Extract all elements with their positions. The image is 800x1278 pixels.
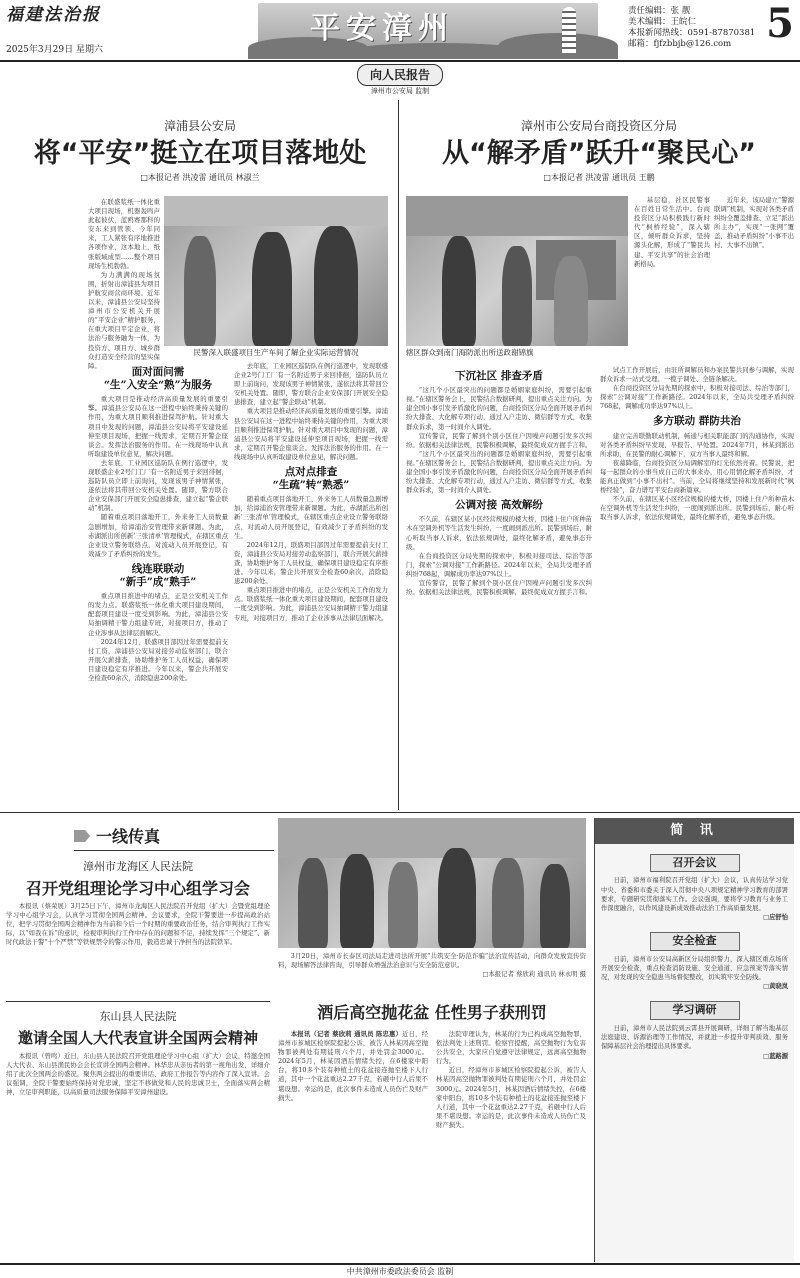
- paragraph: 重大项目是推动经济高质量发展的重要引擎。漳浦县公安局在这一进程中始终秉持关键的作用，为重大项目顺利推进保驾护航。针对重大项目中发现的问题，漳浦县公安局将平安建设延伸至项目现场，把握一线需求，定期召开警企座谈会。发挥法治服务的作用。在一线现场中认真听取建设单位意见，解决问题。: [88, 395, 228, 458]
- paragraph: 去年底，工业园区巡防队在例行巡逻中，发现联盛企业2号门工厂有一名附近男子来回徘徊，巡防队员立即上前询问，发现该男子神情紧张，遂依法将其带回公安机关处置。随即，警方联合企业安保部门开展安全隐患排查，建立起“警企联动”机制。: [234, 362, 388, 407]
- brief-item-title: 召开会议: [650, 854, 740, 873]
- news-headline: 召开党组理论学习中心组学习会: [25, 878, 250, 898]
- drunk-headline: 酒后高空抛花盆 任性男子获刑罚: [317, 1003, 547, 1022]
- section-label: 一线传真: [96, 827, 161, 846]
- brief-author: □黄晓岚: [763, 983, 788, 991]
- drunk-col-2: [436, 1030, 586, 1260]
- subheading: 多方联动 群防共治: [653, 415, 741, 428]
- editor-info: [628, 6, 755, 50]
- event-photo: [278, 818, 586, 948]
- brief-item-title: 安全检查: [650, 932, 740, 951]
- brief-item: [595, 1001, 794, 1060]
- brief-item-title: 学习调研: [650, 1001, 740, 1020]
- paragraph: 本报讯（蔡荣展）3月25日下午，漳州市龙海区人民法院召开党组（扩大）会暨党组理论学习中心组学习会，认真学习贯彻全国两会精神。会议要求，全院干警要进一步提高政治站位，把学习贯彻全国两会精神作为当前和今后一个时期的重要政治任务，结合审判执行工作实际，以“如我在诉”的意识，检视审判执行工作中存在的问题和不足，持续发挥“三个规定”、新时代政法干警“十个严禁”等铁规禁令的警示作用，毅造忠诚干净担当的法院铁军。: [6, 902, 270, 947]
- paragraph: 建立完善联勤联动机制，畅通与相关职能部门的沟通协作，实现对各类矛盾纠纷早发现、早报告、早处置。2024年7月，林某到派出所求助，在民警的耐心调解下，双方当事人最终和解。: [600, 431, 794, 458]
- court-name: 漳州市龙海区人民法院: [83, 860, 193, 873]
- left-byline: □本报记者 洪凌雷 通讯员 林淑兰: [140, 173, 260, 183]
- banner-title: 平安漳州: [310, 11, 454, 46]
- paragraph: 在联盛浆纸一体化重大项目现场，机器轰鸣声此起彼伏，蓝鸥赛那科的安东来到管领、今年同来，工人紧张有序地推进各项作业，这本地上，纸张版域成型……整个项目现场生机勃勃。: [88, 198, 160, 270]
- paragraph: 宣传警营，民警了解到个别小区住户因噪声问题引发多次纠纷。依据相关法律法规，民警积极调解，最终促成双方握手言和。: [406, 579, 592, 597]
- right-kicker: 漳州市公安局台商投资区分局: [520, 119, 677, 133]
- section-underline: [74, 850, 274, 851]
- paragraph: 夜幕降临，台商投资区分局调解室的灯光依然亮着。民警说，把每一起群众的小事当成自己的大事来办，用心用情化解矛盾纠纷，才能真正做到“小事不出村”。当前，全局将继续坚持和发展新时代“枫桥经验”，奋力谱写平安台商新篇章。: [600, 458, 794, 495]
- paragraph: 重大项目是推动经济高质量发展的重要引擎。漳浦县公安局在这一进程中始终秉持关键的作用，为重大项目顺利推进保驾护航。针对重大项目中发现的问题，漳浦县公安局将平安建设延伸至项目现场，把握一线需求，定期召开警企座谈会。发挥法治服务的作用。在一线现场中认真听取建设单位意见，解决问题。: [234, 407, 388, 461]
- page-number: 5: [766, 0, 794, 47]
- photo-credit: □本报记者 蔡欣莉 通讯员 林永明 摄: [482, 970, 586, 979]
- paragraph: 本报讯（曾鸣）近日，东山县人民法院召开党组理论学习中心组（扩大）会议，特邀全国人大代表、东山县渔民协会会长宣讲全国两会精神。林华忠从亲历者的第一视角出发，详细介绍了此次全国两会的盛况，聚焦两会提出的重要讲话、政府工作报告等内容作了深入宣讲。会议强调，全院干警要始终保持对党忠诚，坚定不移做党和人民的忠诚卫士，全面落实两会精神，立足审判职能，以高质量司法服务保障平安漳州建设。: [6, 1052, 270, 1097]
- right-photo-caption: 辖区群众到南门海防派出所送政谢锦旗: [406, 348, 534, 357]
- paragraph: 近年来，该局建立“警源联调”机制，实现对各类矛盾纠纷全覆盖排查、立足“派出所主办”，实现“一张网”覆盖，推动矛盾纠纷“小事不出村、大事不出镇”。: [714, 196, 794, 250]
- hotline: 本报新闻热线：0591-87870381: [628, 28, 756, 39]
- yixian-news-1: [6, 860, 270, 899]
- byline: 本报讯（记者 蔡欣莉 通讯员 陈忠惠）: [290, 1030, 403, 1038]
- brief-author: □应舒怡: [763, 913, 788, 921]
- paragraph: 宣传警营，民警了解到个别小区住户因噪声问题引发多次纠纷。依据相关法律法规，民警积极调解，最终促成双方握手言和。: [406, 431, 592, 449]
- report-seal: [312, 64, 488, 94]
- paragraph: “这几个小区最突出的问题都是婚姻家庭纠纷，需要引起重视。”在辖区警务会上，民警结合数据研判，提出重点关注方向。为建全国小事引发矛盾激化的问题，台商投资区分局全面开展矛盾纠纷大排查、大化解专项行动，通过入户走访、微信群等方式，收集群众诉求，第一时间介入调处。: [406, 386, 592, 431]
- right-headline: 从“解矛盾”跃升“聚民心”: [442, 138, 756, 170]
- left-headline: 将“平安”挺立在项目落地处: [33, 138, 367, 170]
- yixian-body-1: [6, 902, 270, 998]
- right-lead-column-2: [714, 196, 794, 356]
- paragraph: 为力满满的现场氛围，折射出漳浦县为项目护航安商营商环境。近年以来，漳浦县公安局坚持漳州市公安机关开展的“平安企业”精护服务，在重大项目平定企业，将法治与服务融为一体，为投资方、项目方、城乡群众打造安全经营的坚实保障。: [88, 270, 160, 370]
- paragraph: 不久前，在辖区某小区经营规模的楼大桥，因楼上住户所种苗木在空调外机等生活发生纠纷，一度闹到派出所。民警到场后，耐心听取当事人诉求，依法依规调处，最终化解矛盾，避免事态升级。: [406, 515, 592, 551]
- left-col-1: [88, 362, 228, 808]
- arrow-icon: [74, 830, 90, 842]
- paragraph: 随着重点项目落地开工，外来务工人员数量急剧增加，给漳浦治安管理带来新课题。为此，赤湖派出所创新‘三张清单’管理模式，在辖区重点企业设立警务联络点，对流动人员开展登记，有效减少了矛盾纠纷的发生。: [234, 495, 388, 540]
- right-story-header: [404, 118, 794, 184]
- paragraph: 日前，漳州市福利院召开党组（扩大）会议，认真传达学习党中央、省委和市委关于深入贯彻中央八项规定精神学习教育的部署要求，专题研究贯彻落实工作。会议强调，要将学习教育与业务工作深度融合，以作风建设新成效推动法治工作高质量发展。: [601, 877, 788, 912]
- paragraph: 不久前，在辖区某小区经营规模的楼大桥，因楼上住户所种苗木在空调外机等生活发生纠纷，一度闹到派出所。民警到场后，耐心听取当事人诉求，依法依规调处，最终化解矛盾，避免事态升级。: [600, 495, 794, 522]
- editor-line: 责任编辑：张 靓: [628, 6, 691, 16]
- paragraph: 近日，经漳州市芗城区检察院提起公诉，被告人林某因高空抛物罪被判处有期徒刑六个月，并处罚金3000元。2024年5月，林某因酒后情绪失控，在6楼家中阳台，将10多个装有种植土的花盆接连抛至楼下人行道，其中一个花盆重达2.27千克，若砸中行人后果不堪设想。幸运的是，此次事件未造成人员伤亡及财产损失。: [278, 1030, 428, 1102]
- email: 邮箱：fjfzbbjb@126.com: [628, 39, 732, 50]
- left-photo: [164, 196, 388, 346]
- paragraph: “这几个小区最突出的问题都是婚姻家庭纠纷，需要引起重视。”在辖区警务会上，民警结合数据研判，提出重点关注方向。为建全国小事引发矛盾激化的问题，台商投资区分局全面开展矛盾纠纷大排查、大化解专项行动，通过入户走访、微信群等方式，收集群众诉求，第一时间介入调处。: [406, 449, 592, 495]
- news-divider: [6, 1001, 270, 1002]
- paragraph: 随着重点项目落地开工，外来务工人员数量急剧增加，给漳浦治安管理带来新课题。为此，赤湖派出所创新‘三张清单’管理模式，在辖区重点企业设立警务联络点，对流动人员开展登记，有效减少了矛盾纠纷的发生。: [88, 513, 228, 558]
- section-title: [74, 826, 160, 848]
- issue-date: 2025年3月29日 星期六: [6, 45, 103, 55]
- right-col-2: [600, 366, 794, 808]
- right-byline: □本报记者 洪凌雷 通讯员 王鹏: [543, 173, 655, 183]
- paragraph: 2024年12月，联盛项目部因过年需要提前支付工资，漳浦县公安局对接劳动监察部门，联合开展欠薪排查，协助维护务工人员权益，确保项目建设稳定有序推进。今年以来，警企共开展安全检查60余次，消除隐患200余处。: [88, 637, 228, 683]
- paragraph: 法院审理认为，林某的行为已构成高空抛物罪，依法判处上述刑罚。检察官提醒，高空抛物行为危害公共安全，大家应自觉遵守法律规定，远离高空抛物行为。: [436, 1030, 586, 1066]
- column-divider: [398, 100, 399, 810]
- brief-item-body: [595, 1024, 794, 1061]
- paragraph: 在台商投资区分局先期的探索中，积极对接司法、综治等部门，探索“公调对接”工作新路径。2024年以来，全局共受理矛盾纠纷768起，调解成功率达97%以上。: [600, 384, 794, 411]
- right-col-1: [406, 366, 592, 808]
- paragraph: 重点项目推进中的堵点，正是公安机关工作的发力点。联盛浆纸一体化重大项目建设期间，配套项目建设一度受到影响。为此，漳浦县公安局抽调精干警力组建专班，对接项目方，推动了企业涉事从法律层面解决。: [234, 586, 388, 622]
- paragraph: 重点项目推进中的堵点，正是公安机关工作的发力点。联盛浆纸一体化重大项目建设期间，配套项目建设一度受到影响。为此，漳浦县公安局抽调精干警力组建专班，对接项目方，推动了企业涉事从法律层面解决。: [88, 592, 228, 637]
- right-lead-column: [634, 196, 710, 356]
- masthead: [0, 0, 800, 62]
- yixian-body-2: [6, 1052, 270, 1260]
- paragraph: 去年底，工业园区巡防队在例行巡逻中，发现联盛企业2号门工厂有一名附近男子来回徘徊，巡防队员立即上前询问，发现该男子神情紧张，遂依法将其带回公安机关处置。随即，警方联合企业安保部门开展安全隐患排查，建立起“警企联动”机制。: [88, 458, 228, 513]
- paragraph: 近日，经漳州市芗城区检察院提起公诉，被告人林某因高空抛物罪被判处有期徒刑六个月，并处罚金3000元。2024年5月，林某因酒后情绪失控，在6楼家中阳台，将10多个装有种植土的花盆接连抛至楼下人行道，其中一个花盆重达2.27千克，若砸中行人后果不堪设想。幸运的是，此次事件未造成人员伤亡及财产损失。: [436, 1066, 586, 1129]
- yixian-news-2: [6, 1010, 270, 1048]
- left-story-header: [8, 118, 392, 184]
- caption-text: 3月20日，漳州市长泰区司法局走进司法所开展“共筑安全·防范诈骗”法治宣传活动，向群众发放宣传资料，现场解答法律咨询，引导群众增强法治意识与安全防范意识。: [278, 952, 586, 970]
- event-photo-caption: [278, 952, 586, 994]
- brief-news-column: [594, 818, 794, 1262]
- page-footer: 中共漳州市委政法委员会 监制: [0, 1263, 800, 1278]
- section-divider: [0, 812, 800, 813]
- seal-title: 向人民报告: [357, 64, 443, 86]
- paragraph: 试点工作开展后，由驻所调解员和办案民警共同参与调解，实现群众诉求一站式受理、一揽子调处、全链条解决。: [600, 366, 794, 384]
- brief-author: □蓝路源: [763, 1052, 788, 1060]
- brief-item-body: [595, 955, 794, 992]
- brief-item: [595, 854, 794, 922]
- left-col-2: [234, 362, 388, 808]
- left-photo-caption: 民警深入联盛项目生产车间了解企业实际运营情况: [193, 348, 359, 357]
- pagoda-icon: [562, 7, 576, 53]
- subheading: 点对点排查 “生疏”转“熟悉”: [272, 466, 350, 492]
- paragraph: 日前，漳州市人民法院到云霄县开展调研，详细了解当地基层法庭建设、诉源治理等工作情况，并就进一步提升审判质效、服务保障基层社会治理提出具体要求。: [601, 1025, 788, 1051]
- brief-news-title: 简 讯: [595, 818, 794, 844]
- paragraph: 基层稳，社区民警事在百姓日常生活中。台商投资区分局积极践行新时代“枫桥经验”，深入辖区，倾听群众诉求，坚持源头化解，形成了“警民共建、平安共享”的社会治理新格局。: [634, 196, 710, 268]
- paragraph: 2024年12月，联盛项目部因过年需要提前支付工资，漳浦县公安局对接劳动监察部门，联合开展欠薪排查，协助维护务工人员权益，确保项目建设稳定有序推进。今年以来，警企共开展安全检查60余次，消除隐患200余处。: [234, 540, 388, 586]
- paragraph: 日前，漳州市公安局高新区分局组织警力，深入辖区重点场所开展安全检查，重点检查消防设施、安全通道、应急预案等落实情况，对发现的安全隐患当场督促整改，切实筑牢安全防线。: [601, 955, 788, 982]
- subheading: 线连联联动 “新手”成“熟手”: [119, 562, 197, 589]
- left-lead-column: [88, 198, 160, 370]
- right-photo: [406, 196, 628, 346]
- paragraph: 在台商投资区分局先期的探索中，积极对接司法、综治等部门，探索“公调对接”工作新路径。2024年以来，全局共受理矛盾纠纷768起，调解成功率达97%以上。: [406, 551, 592, 578]
- subheading: 公调对接 高效解纷: [455, 499, 543, 512]
- brief-item: [595, 932, 794, 991]
- court-name: 东山县人民法院: [99, 1010, 177, 1023]
- news-headline: 邀请全国人大代表宣讲全国两会精神: [17, 1028, 258, 1047]
- left-kicker: 漳浦县公安局: [163, 119, 236, 133]
- newspaper-logo: 福建法治报: [6, 5, 101, 25]
- brief-item-body: [595, 876, 794, 922]
- drunk-col-1: [278, 1030, 428, 1260]
- subheading: 面对面问需 “生”入安全“熟”为服务: [103, 366, 213, 392]
- editor-line: 美术编辑：王皖仁: [628, 17, 697, 28]
- seal-subtitle: 漳州市公安局 监制: [370, 87, 430, 96]
- section-banner: [258, 3, 598, 59]
- subheading: 下沉社区 排查矛盾: [455, 370, 543, 382]
